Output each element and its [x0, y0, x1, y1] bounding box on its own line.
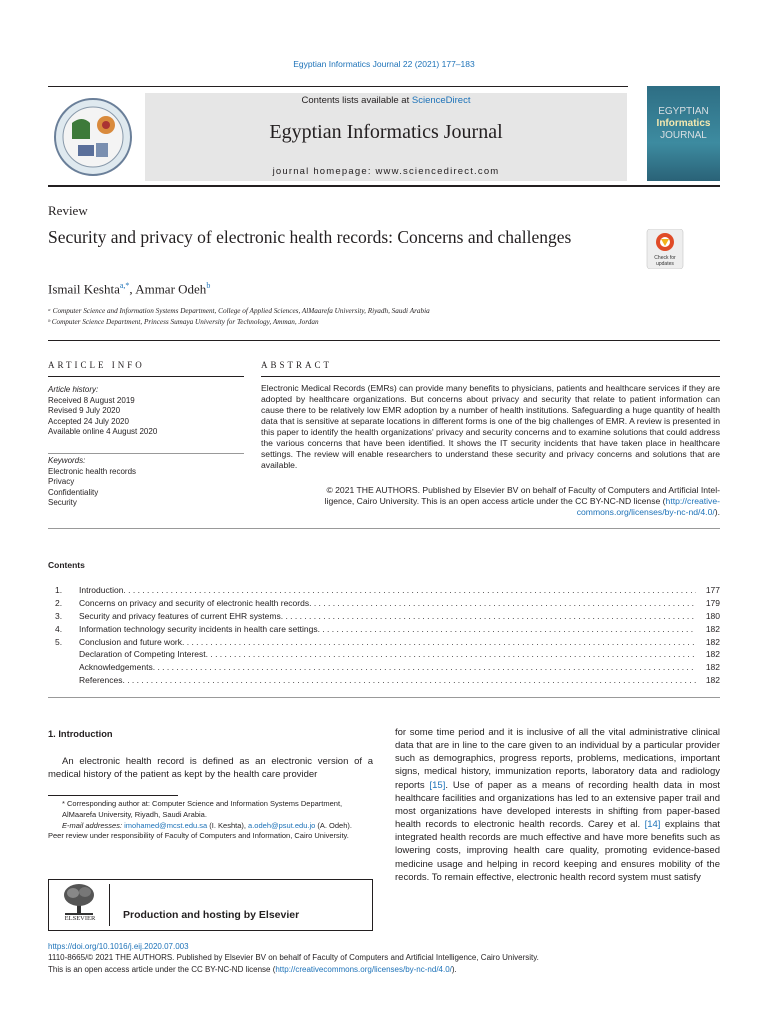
footnotes: [48, 799, 373, 842]
toc-title[interactable]: Conclusion and future work: [79, 636, 183, 647]
contents-bottom-rule: [48, 697, 720, 698]
toc-number: 1.: [55, 585, 63, 595]
toc-entry[interactable]: [55, 636, 720, 649]
cover-line-3: JOURNAL: [660, 130, 707, 141]
cover-line-1: EGYPTIAN: [658, 106, 709, 117]
toc-entry[interactable]: [55, 623, 720, 636]
affiliation-b: ᵇ Computer Science Department, Princess Sumaya University for Technology, Amman, Jordan: [48, 318, 319, 326]
affiliation-a: ᵃ Computer Science and Information Systems Department, College of Applied Sciences, AlMaarefa University, Riyadh, Saudi Arabia: [48, 307, 430, 315]
license-link-cont[interactable]: commons.org/licenses/by-nc-nd/4.0/: [576, 507, 715, 517]
open-access-end: ).: [451, 965, 457, 974]
copyright-line-1: © 2021 THE AUTHORS. Published by Elsevier BV on behalf of Faculty of Computers and Artificial Intel-: [326, 485, 720, 495]
author-keshta[interactable]: Ismail Keshta: [48, 281, 120, 297]
keywords-label: Keywords:: [48, 456, 86, 465]
toc-leader: [309, 597, 696, 610]
article-info-heading: ARTICLE INFO: [48, 360, 145, 370]
intro-text: explains that integrated health records are much effective and have more benefits such as lowering costs, improving health care quality, promoting evidence-based medicine usage and helping in record keeping and ensures mobility of the records. To remain effective, electronic health record system must satisfy: [395, 819, 720, 883]
copyright-line-3: [261, 507, 720, 518]
journal-logo-icon: [48, 93, 138, 181]
toc-leader: [182, 636, 696, 649]
article-title: Security and privacy of electronic health records: Concerns and challenges: [48, 227, 572, 247]
toc-indent: [55, 674, 79, 687]
abstract-copyright: [261, 485, 720, 518]
toc-leader: [153, 661, 696, 674]
history-accepted: Accepted 24 July 2020: [48, 416, 129, 426]
elsevier-tree-icon: [59, 883, 99, 917]
copyright-line-2: [261, 496, 720, 507]
email-link-keshta[interactable]: imohamed@mcst.edu.sa: [124, 820, 208, 830]
toc-entry[interactable]: [55, 584, 720, 597]
open-access-line: [48, 965, 457, 974]
article-type: Review: [48, 203, 88, 218]
toc-leader: [206, 648, 696, 661]
email-name-odeh: (A. Odeh).: [315, 820, 352, 830]
history-online: Available online 4 August 2020: [48, 427, 158, 436]
author-odeh[interactable]: , Ammar Odeh: [129, 281, 207, 297]
crossmark-line-1: Check for: [654, 255, 676, 261]
copyright-text: ligence, Cairo University. This is an open access article under the CC BY-NC-ND license (: [324, 496, 666, 506]
license-url-link[interactable]: http://creativecommons.org/licenses/by-nc-nd/4.0/: [275, 965, 452, 974]
crossmark-line-2: updates: [656, 261, 674, 267]
toc-entry[interactable]: [55, 648, 720, 661]
toc-page: 177: [705, 585, 720, 595]
toc-title[interactable]: References: [79, 675, 123, 686]
elsevier-wordmark: ELSEVIER: [64, 915, 96, 922]
toc-page: 182: [705, 662, 720, 673]
table-of-contents: [55, 584, 720, 687]
email-note: [48, 821, 373, 832]
keyword-item: Security: [48, 498, 77, 507]
toc-page: 182: [705, 649, 720, 660]
citation-14-link[interactable]: [14]: [644, 819, 661, 831]
contents-title: Contents: [48, 560, 85, 570]
email-label: E-mail addresses:: [62, 820, 125, 830]
history-received: Received 8 August 2019: [48, 395, 135, 405]
toc-leader: [123, 584, 696, 597]
toc-indent: [55, 661, 79, 674]
toc-page: 182: [705, 623, 720, 634]
abstract-heading: ABSTRACT: [261, 360, 333, 370]
header-top-rule: [48, 86, 628, 87]
author1-affiliation-mark[interactable]: a,*: [119, 281, 130, 290]
journal-citation[interactable]: Egyptian Informatics Journal 22 (2021) 177–183: [293, 59, 475, 69]
email-name-keshta: (I. Keshta),: [207, 820, 249, 830]
article-info-rule: [48, 376, 244, 377]
open-access-text: This is an open access article under the CC BY-NC-ND license (: [48, 965, 276, 974]
article-history: [48, 385, 157, 438]
toc-entry[interactable]: [55, 610, 720, 623]
email-link-odeh[interactable]: a.odeh@psut.edu.jo: [248, 820, 316, 830]
introduction-paragraph: An electronic health record is defined as an electronic version of a medical history of the patient as kept by the health care provider: [48, 756, 373, 780]
toc-title[interactable]: Security and privacy features of current EHR systems: [79, 610, 281, 621]
toc-entry[interactable]: [55, 597, 720, 610]
cover-line-2: Informatics: [656, 118, 711, 129]
toc-title[interactable]: Introduction: [79, 585, 124, 595]
history-revised: Revised 9 July 2020: [48, 406, 121, 415]
sciencedirect-link[interactable]: ScienceDirect: [411, 95, 471, 106]
journal-cover: [647, 86, 720, 181]
toc-leader: [122, 674, 696, 687]
elsevier-divider: [109, 884, 110, 926]
peer-review-note: Peer review under responsibility of Faculty of Computers and Information, Cairo University.: [48, 831, 349, 841]
copyright-end: ).: [714, 507, 720, 517]
elsevier-hosting-box: [48, 879, 373, 931]
keyword-item: Confidentiality: [48, 487, 99, 497]
toc-number: 4.: [55, 623, 63, 634]
contents-top-rule: [48, 528, 720, 529]
intro-text: for some time period and it is inclusive of all the vital administrative clinical data that are in line to the care given to an individual by a particular provider such as demographics, progress reports, problems, medications, important signs, medical history, immunization reports, laboratory data and radiology reports: [395, 727, 720, 791]
corresponding-author-note: * Corresponding author at: Computer Science and Information Systems Department, AlMaarefa University, Riyadh, Saudi Arabia.: [62, 799, 343, 819]
check-for-updates-button[interactable]: [645, 229, 685, 269]
author-list: [48, 281, 210, 297]
toc-entry[interactable]: [55, 674, 720, 687]
keywords-rule: [48, 453, 244, 454]
toc-title[interactable]: Information technology security incidents in health care settings: [79, 623, 318, 634]
introduction-heading: 1. Introduction: [48, 729, 113, 739]
journal-homepage[interactable]: journal homepage: www.sciencedirect.com: [272, 166, 500, 177]
header-bottom-rule: [48, 185, 720, 187]
affiliation-rule: [48, 340, 720, 341]
toc-leader: [318, 623, 696, 636]
toc-number: 5.: [55, 636, 63, 647]
toc-page: 180: [705, 610, 720, 621]
author2-affiliation-mark[interactable]: b: [206, 281, 211, 290]
toc-title[interactable]: Concerns on privacy and security of electronic health records: [79, 597, 310, 608]
license-link[interactable]: http://creative-: [665, 496, 720, 506]
toc-leader: [281, 610, 696, 623]
footnote-rule: [48, 795, 178, 796]
contents-available-line: [145, 95, 627, 106]
toc-page: 179: [705, 597, 720, 608]
toc-number: 3.: [55, 610, 63, 621]
toc-page: 182: [705, 636, 720, 647]
abstract-text: Electronic Medical Records (EMRs) can provide many benefits to physicians, patients and healthcare services if they are adopted by healthcare organizations. But concerns about privacy and security that relate to patient information can cause there to be relatively low EMR adoption by a number of health institutions. Safeguarding a huge quantity of health data that is sensitive at separate locations in different forms is one of the big challenges of EMR. A review is presented in this paper to identify the health organizations' privacy and security concerns and to examine solutions that could address the various concerns that have been identified. It shows the IT security incidents that have taken place in healthcare settings. The review will enable researchers to understand these security and privacy concerns and solutions that are available.: [261, 383, 720, 470]
toc-entry[interactable]: [55, 661, 720, 674]
keyword-item: Electronic health records: [48, 466, 137, 476]
citation-15-link[interactable]: [15]: [429, 779, 446, 791]
toc-indent: [55, 648, 79, 661]
toc-number: 2.: [55, 597, 63, 608]
contents-available-text: Contents lists available at: [301, 95, 412, 106]
keyword-item: Privacy: [48, 477, 75, 486]
hosting-text: Production and hosting by Elsevier: [123, 909, 300, 921]
toc-title[interactable]: Acknowledgements: [79, 662, 153, 673]
keywords: [48, 456, 136, 509]
history-label: Article history:: [48, 385, 99, 394]
toc-title[interactable]: Declaration of Competing Interest: [79, 649, 206, 660]
introduction-right-column: [395, 726, 720, 884]
issn-line: 1110-8665/© 2021 THE AUTHORS. Published by Elsevier BV on behalf of Faculty of Computers and Artificial Intelligence, Cairo University.: [48, 953, 539, 962]
doi-link[interactable]: https://doi.org/10.1016/j.eij.2020.07.003: [48, 942, 189, 951]
abstract-rule: [261, 376, 720, 377]
intro-text: . Use of paper as a means of recording health data in most healthcare facilities and organizations has led to an extensive paper trail and most organizations have developed interests in shifting from paper-based health records to electronic health records. Carey et al.: [395, 779, 720, 831]
journal-title: Egyptian Informatics Journal: [269, 121, 503, 143]
toc-page: 182: [705, 675, 720, 686]
crossmark-icon: [645, 229, 685, 269]
